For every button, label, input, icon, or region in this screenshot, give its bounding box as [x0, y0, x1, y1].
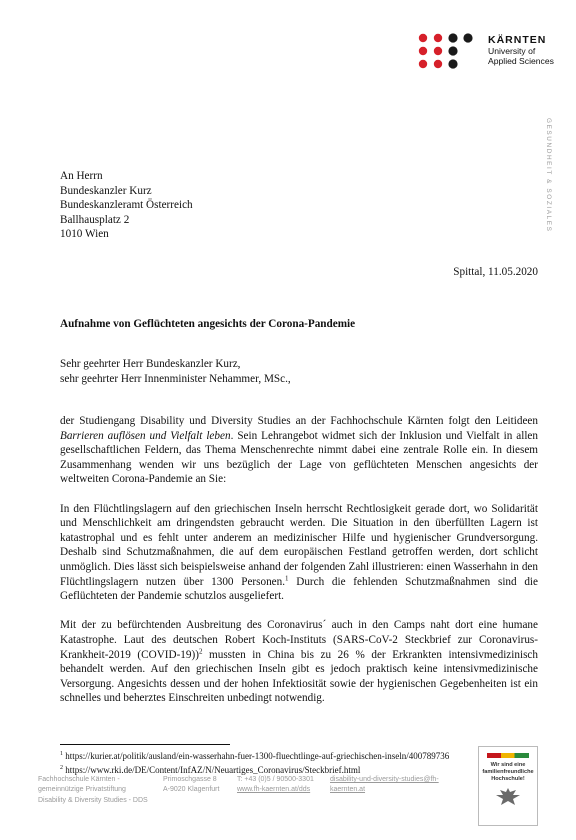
- recipient-line: Bundeskanzler Kurz: [60, 184, 152, 197]
- footer-email-link[interactable]: disability-und-diversity-studies@fh-: [330, 776, 439, 783]
- recipient-line: An Herrn: [60, 170, 103, 182]
- badge-text: Wir sind eine familienfreundliche Hochschule!: [482, 762, 534, 782]
- footer-email: [330, 775, 439, 796]
- logo-dot: [419, 34, 427, 42]
- footer-contact: [237, 775, 314, 796]
- body-paragraph-2: In den Flüchtlingslagern auf den griechischen Inseln herrscht Rechtlosigkeit gerade dort, wo Solidarität und Menschlichkeit am dringendsten gebraucht werden. Die Situation in den überfüllten Lagern ist katastrophal und es fehlt unter anderem an medizinischer Hilfe und hygienischer Grundversorgung. Deshalb sind Schutzmaßnahmen, die auf dem europäischen Festland getroffen werden, dort schlicht unmöglich. Dies lässt sich beispielsweise anhand der folgenden Zahl illustrieren: einen Wasserhahn in den Flüchtlingslagern nutzen über 1300 Personen.$^1$ Durch die fehlenden Schutzmaßnahmen sind die Geflüchteten der Pandemie schutzlos ausgeliefert.: [60, 502, 538, 603]
- logo-dot: [434, 34, 442, 42]
- recipient-address: [60, 169, 193, 242]
- recipient-line: Bundeskanzleramt Österreich: [60, 199, 193, 212]
- family-friendly-badge: [478, 746, 538, 826]
- footnote-ref: 2: [198, 646, 203, 655]
- logo-dot: [448, 33, 457, 42]
- footnote-ref: 1: [285, 573, 289, 582]
- footer-email-link-cont[interactable]: kaernten.at: [330, 786, 366, 794]
- footnote-item: $^1$ https://kurier.at/politik/ausland/ein-wasserhahn-fuer-1300-fluechtlinge-auf-griechischen-inseln/400789736: [60, 751, 450, 761]
- body-paragraph-1: der Studiengang Disability und Diversity Studies an der Fachhochschule Kärnten folgt den Leitideen Barrieren auflösen und Vielfalt leben. Sein Lehrangebot widmet sich der Inklusion und Vielfalt in allen gesellschaftlichen Feldern, das Thema Menschenrechte nimmt dabei eine zentrale Rolle ein. In diesem Zusammenhang wenden wir uns bezüglich der Lage von geflüchteten Menschen angesichts der weltweiten Corona-Pandemie an Sie:: [60, 415, 538, 486]
- eagle-emblem-icon: [493, 786, 523, 808]
- letter-body: [60, 414, 538, 720]
- logo-dot: [434, 47, 442, 55]
- recipient-line: 1010 Wien: [60, 228, 109, 241]
- footnote-item: $^2$ https://www.rki.de/DE/Content/InfAZ/N/Neuartiges_Coronavirus/Steckbrief.html: [60, 764, 361, 775]
- footer-address: Primoschgasse 8 A-9020 Klagenfurt: [163, 776, 220, 794]
- logo-dot: [434, 60, 442, 68]
- logo-dot: [448, 59, 457, 68]
- letter-subject: Aufnahme von Geflüchteten angesichts der Corona-Pandemie: [60, 318, 356, 330]
- kaernten-logo-dots: [417, 32, 483, 72]
- recipient-line: Ballhausplatz 2: [60, 213, 130, 226]
- letter-date: Spittal, 11.05.2020: [453, 266, 538, 278]
- university-logo-text: [488, 34, 554, 66]
- footnote-divider: [60, 744, 230, 745]
- badge-color-bar: [487, 753, 529, 758]
- department-side-label: GESUNDHEIT & SOZIALES: [545, 118, 552, 233]
- logo-line-3: Applied Sciences: [488, 56, 554, 66]
- logo-dot: [419, 47, 427, 55]
- salutation: [60, 357, 291, 386]
- logo-line-2: University of: [488, 46, 536, 56]
- footer-institution: Fachhochschule Kärnten - gemeinnützige Privatstiftung Disability & Diversity Studies - DDS: [38, 776, 148, 804]
- footer-website-link[interactable]: www.fh-kaernten.at/dds: [237, 786, 311, 794]
- salutation-line: Sehr geehrter Herr Bundeskanzler Kurz,: [60, 358, 241, 370]
- salutation-line: sehr geehrter Herr Innenminister Nehammer, MSc.,: [60, 372, 291, 385]
- footer-phone: T: +43 (0)5 / 90500-3301: [237, 776, 314, 783]
- logo-dot: [419, 60, 427, 68]
- logo-dot: [463, 33, 472, 42]
- body-paragraph-3: Mit der zu befürchtenden Ausbreitung des Coronavirus´ auch in den Camps naht dort eine humane Katastrophe. Laut des deutschen Robert Koch-Instituts (SARS-CoV-2 Steckbrief zur Coronavirus-Krankheit-2019 (COVID-19))$^2$ mussten in China bis zu 26 % der Erkrankten intensivmedizinisch behandelt werden. Auf den griechischen Inseln gibt es jedoch praktisch keine intensivmedizinische Versorgung. Angesichts dessen und der hohen Infektiosität sowie der hygienischen Gegebenheiten ist ein schnelles und beherztes Einschreiten unbedingt notwendig.: [60, 619, 538, 705]
- logo-name: KÄRNTEN: [488, 34, 547, 46]
- footnotes: [60, 749, 449, 776]
- logo-dot: [448, 46, 457, 55]
